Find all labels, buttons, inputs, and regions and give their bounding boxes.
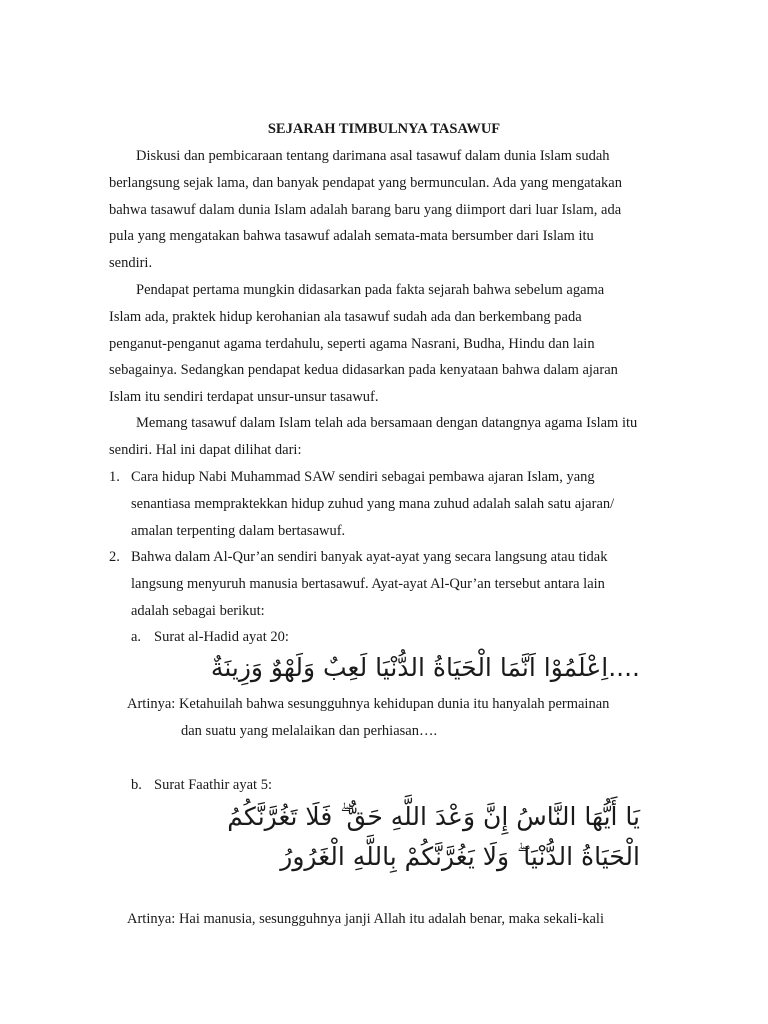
verse-label: Surat al-Hadid ayat 20: bbox=[154, 629, 289, 645]
list-item-1 bbox=[109, 464, 639, 544]
verse-a-translation bbox=[127, 691, 647, 745]
verse-a-arabic: ....اِعْلَمُوْا اَنَّمَا الْحَيَاةُ الدُّنْيَا لَعِبٌ وَلَهْوٌ وَزِينَةٌ bbox=[210, 653, 640, 682]
list-item-2 bbox=[109, 544, 639, 624]
verse-b-translation bbox=[127, 906, 647, 933]
artinya-label: Artinya: bbox=[127, 696, 176, 712]
verse-a-heading bbox=[131, 624, 289, 651]
artinya-label: Artinya: bbox=[127, 911, 176, 927]
list-text: Bahwa dalam Al-Qur’an sendiri banyak ayat-ayat yang secara langsung atau tidak langsung menyuruh manusia bertasawuf. Ayat-ayat Al-Qur’an tersebut antara lain adalah sebagai berikut: bbox=[131, 549, 608, 619]
list-number: 2. bbox=[109, 549, 120, 565]
verse-label: Surat Faathir ayat 5: bbox=[154, 777, 272, 793]
translation-line-1: Ketahuilah bahwa sesungguhnya kehidupan dunia itu hanyalah permainan bbox=[178, 696, 610, 712]
document-title: SEJARAH TIMBULNYA TASAWUF bbox=[267, 121, 501, 137]
list-number: 1. bbox=[109, 469, 120, 485]
translation-line-2: dan suatu yang melalaikan dan perhiasan…. bbox=[181, 722, 438, 739]
verse-b-arabic-line-1: يَا أَيُّهَا النَّاسُ إِنَّ وَعْدَ اللَّهِ حَقٌّ ۖ فَلَا تَغُرَّنَّكُمُ bbox=[227, 802, 640, 831]
translation-line-1: Hai manusia, sesungguhnya janji Allah itu adalah benar, maka sekali-kali bbox=[178, 911, 604, 927]
verse-letter: a. bbox=[131, 629, 142, 645]
paragraph-2: Pendapat pertama mungkin didasarkan pada fakta sejarah bahwa sebelum agama Islam ada, praktek hidup kerohanian ala tasawuf sudah ada dan berkembang pada penganut-penganut agama terdahulu, seperti agama Nasrani, Budha, Hindu dan lain sebagainya. Sedangkan pendapat kedua didasarkan pada kenyataan bahwa dalam ajaran Islam itu sendiri terdapat unsur-unsur tasawuf. bbox=[109, 282, 618, 406]
paragraph-1: Diskusi dan pembicaraan tentang darimana asal tasawuf dalam dunia Islam sudah berlangsung sejak lama, dan banyak pendapat yang bermunculan. Ada yang mengatakan bahwa tasawuf dalam dunia Islam adalah barang baru yang diimport dari luar Islam, ada pula yang mengatakan bahwa tasawuf adalah semata-mata bersumber dari Islam itu sendiri. bbox=[109, 148, 622, 272]
paragraph-3: Memang tasawuf dalam Islam telah ada bersamaan dengan datangnya agama Islam itu sendiri. Hal ini dapat dilihat dari: bbox=[109, 415, 638, 458]
list-text: Cara hidup Nabi Muhammad SAW sendiri sebagai pembawa ajaran Islam, yang senantiasa mempraktekkan hidup zuhud yang mana zuhud adalah salah satu ajaran/ amalan terpenting dalam bertasawuf. bbox=[131, 469, 615, 539]
verse-b-heading bbox=[131, 772, 272, 799]
verse-b-arabic-line-2: الْحَيَاةُ الدُّنْيَا ۖ وَلَا يَغُرَّنَّكُمْ بِاللَّهِ الْغَرُورُ bbox=[280, 842, 640, 871]
verse-letter: b. bbox=[131, 777, 142, 793]
